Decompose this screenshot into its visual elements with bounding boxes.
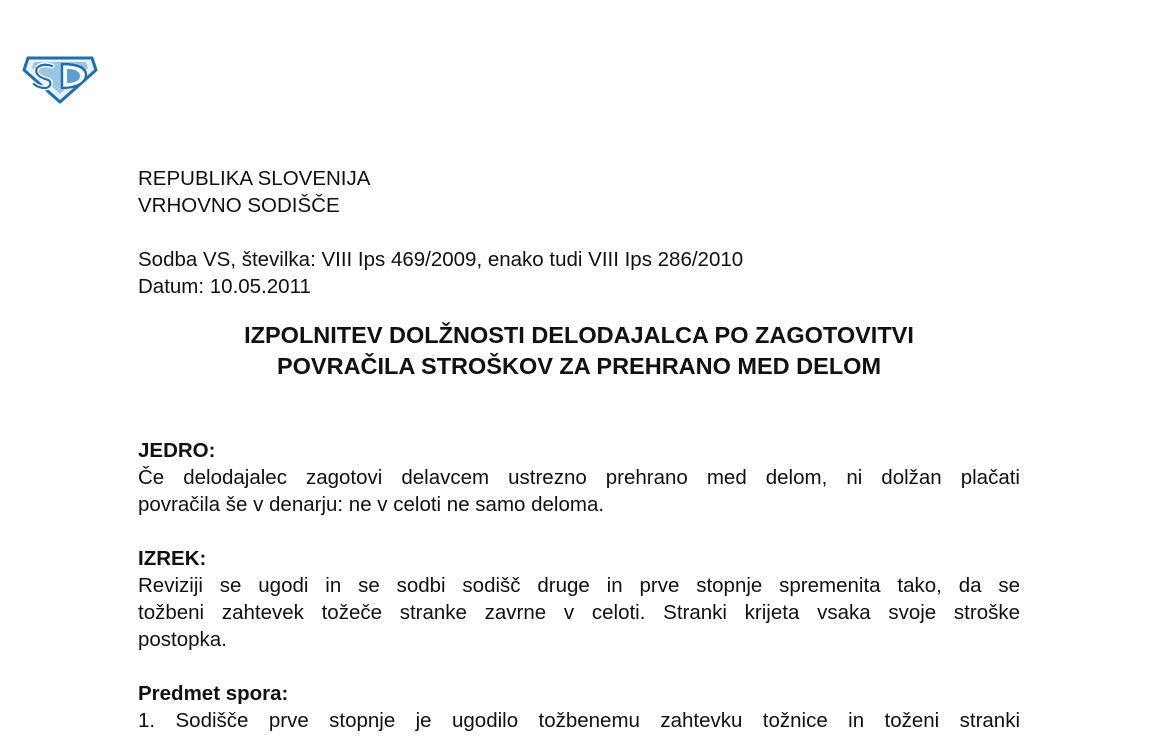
supreme-court-sd-logo-icon	[22, 48, 98, 104]
text-line: postopka.	[138, 628, 227, 651]
section-text-jedro	[138, 464, 1020, 518]
section-text-izrek	[138, 572, 1020, 653]
case-date: Datum: 10.05.2011	[138, 275, 311, 298]
document-body	[138, 165, 1020, 734]
header-court: VRHOVNO SODIŠČE	[138, 194, 340, 217]
text-line: Reviziji se ugodi in se sodbi sodišč druge in prve stopnje spremenita tako, da se	[138, 574, 1020, 597]
text-line: Če delodajalec zagotovi delavcem ustrezno prehrano med delom, ni dolžan plačati	[138, 466, 1020, 489]
section-izrek	[138, 545, 1020, 653]
court-header	[138, 165, 1020, 219]
section-heading-jedro: JEDRO:	[138, 439, 216, 462]
title-line-2: POVRAČILA STROŠKOV ZA PREHRANO MED DELOM	[276, 353, 882, 379]
section-predmet-spora	[138, 680, 1020, 734]
text-line: 1. Sodišče prve stopnje je ugodilo tožbenemu zahtevku tožnice in toženi stranki	[138, 709, 1020, 732]
section-jedro	[138, 437, 1020, 518]
title-line-1: IZPOLNITEV DOLŽNOSTI DELODAJALCA PO ZAGOTOVITVI	[244, 322, 914, 348]
text-line: povračila še v denarju: ne v celoti ne samo deloma.	[138, 493, 605, 516]
section-text-predmet-spora	[138, 707, 1020, 734]
section-heading-izrek: IZREK:	[138, 547, 207, 570]
case-number: Sodba VS, številka: VIII Ips 469/2009, enako tudi VIII Ips 286/2010	[138, 248, 744, 271]
document-title	[138, 320, 1020, 382]
case-info	[138, 246, 1020, 300]
section-heading-predmet-spora: Predmet spora:	[138, 682, 289, 705]
text-line: tožbeni zahtevek tožeče stranke zavrne v celoti. Stranki krijeta vsaka svoje stroške	[138, 601, 1020, 624]
header-republic: REPUBLIKA SLOVENIJA	[138, 167, 371, 190]
